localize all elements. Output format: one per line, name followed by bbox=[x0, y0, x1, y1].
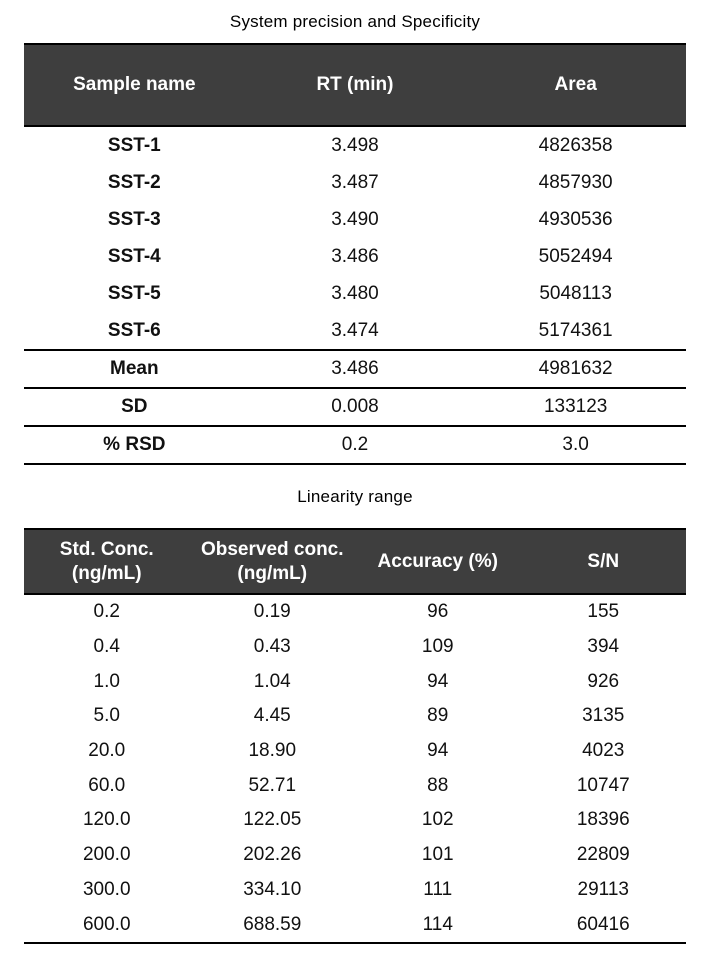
table-row bbox=[24, 275, 686, 312]
table-row bbox=[24, 238, 686, 275]
table-cell: 52.71 bbox=[248, 774, 297, 796]
table-row bbox=[24, 127, 686, 164]
table-cell: 4981632 bbox=[538, 358, 613, 379]
table-row bbox=[24, 630, 686, 665]
table-cell: 20.0 bbox=[88, 740, 126, 762]
table-row bbox=[24, 734, 686, 769]
table-cell: 120.0 bbox=[82, 809, 131, 831]
table-cell: 18396 bbox=[576, 809, 630, 831]
table-cell: 3.486 bbox=[331, 358, 379, 379]
table-cell: 3.474 bbox=[331, 319, 379, 341]
table-cell: 4826358 bbox=[538, 134, 613, 156]
table-cell: 4023 bbox=[582, 740, 625, 762]
table-cell: 101 bbox=[421, 844, 454, 866]
table-cell: 600.0 bbox=[82, 913, 131, 935]
table-row bbox=[24, 164, 686, 201]
table-cell: 3.498 bbox=[331, 134, 379, 156]
table-cell: 29113 bbox=[577, 878, 629, 900]
table-cell: 1.04 bbox=[253, 670, 291, 692]
linearity-table-title: Linearity range bbox=[297, 486, 413, 506]
table-cell: 155 bbox=[587, 601, 620, 623]
table-cell: 133123 bbox=[543, 396, 608, 417]
header-cell bbox=[521, 550, 687, 573]
table-cell: 88 bbox=[427, 774, 449, 796]
table-cell: 300.0 bbox=[82, 878, 131, 900]
table-cell: 89 bbox=[427, 705, 449, 727]
header-cell bbox=[355, 550, 521, 573]
table-cell: Mean bbox=[110, 358, 159, 379]
table-cell: SST-4 bbox=[107, 245, 161, 267]
table-cell: 5.0 bbox=[93, 705, 120, 727]
table-cell: SST-2 bbox=[107, 171, 161, 193]
header-cell-line: Area bbox=[554, 74, 597, 95]
table-cell: SST-6 bbox=[107, 319, 161, 341]
table-cell: 22809 bbox=[576, 844, 630, 866]
table-cell: 200.0 bbox=[82, 844, 131, 866]
table-cell: 0.2 bbox=[93, 601, 120, 623]
table-cell: 4.45 bbox=[253, 705, 291, 727]
header-cell bbox=[190, 538, 356, 584]
table-cell: 5174361 bbox=[538, 319, 613, 341]
linearity-table-body bbox=[24, 595, 686, 942]
table-cell: 4930536 bbox=[538, 208, 613, 230]
table-cell: 0.4 bbox=[93, 636, 120, 658]
table-cell: 5048113 bbox=[539, 282, 612, 304]
table-cell: 0.2 bbox=[341, 434, 369, 455]
table-cell: 10747 bbox=[576, 774, 630, 796]
table-cell: 3.490 bbox=[331, 208, 379, 230]
table-cell: SST-5 bbox=[107, 282, 161, 304]
linearity-table-header bbox=[24, 530, 686, 595]
header-cell-line: RT (min) bbox=[316, 74, 394, 95]
page-content bbox=[24, 0, 686, 944]
table-cell: 111 bbox=[423, 878, 453, 900]
table-row bbox=[24, 768, 686, 803]
table-cell: 96 bbox=[427, 601, 449, 623]
header-cell bbox=[465, 74, 686, 96]
table-cell: 926 bbox=[587, 670, 620, 692]
table-cell: 5052494 bbox=[538, 245, 613, 267]
table-cell: 688.59 bbox=[243, 913, 302, 935]
table-cell: 94 bbox=[427, 740, 449, 762]
table-cell: 202.26 bbox=[243, 844, 302, 866]
linearity-table bbox=[24, 528, 686, 944]
table-cell: SD bbox=[121, 396, 148, 417]
table-row bbox=[24, 873, 686, 908]
precision-table-summary bbox=[24, 349, 686, 463]
header-cell bbox=[245, 74, 466, 96]
table-cell: 1.0 bbox=[93, 670, 120, 692]
header-cell-line: (ng/mL) bbox=[71, 562, 142, 584]
precision-table-title: System precision and Specificity bbox=[229, 11, 481, 31]
table-cell: 60416 bbox=[576, 913, 630, 935]
table-cell: % RSD bbox=[103, 434, 166, 455]
table-row bbox=[24, 349, 686, 387]
header-cell-line: Observed conc. bbox=[200, 539, 344, 561]
table-cell: 94 bbox=[427, 670, 449, 692]
table-row bbox=[24, 664, 686, 699]
precision-table-header bbox=[24, 45, 686, 127]
table-cell: 0.008 bbox=[331, 396, 379, 417]
table-cell: 0.43 bbox=[253, 636, 291, 658]
table-row bbox=[24, 201, 686, 238]
precision-table-body bbox=[24, 127, 686, 349]
table-cell: 3.487 bbox=[331, 171, 379, 193]
table-cell: 18.90 bbox=[248, 740, 297, 762]
table-cell: 114 bbox=[422, 913, 453, 935]
table-row bbox=[24, 425, 686, 463]
table-cell: SST-3 bbox=[107, 208, 161, 230]
table-cell: 3135 bbox=[582, 705, 625, 727]
table-cell: 3.480 bbox=[331, 282, 379, 304]
header-cell bbox=[24, 74, 245, 96]
table-row bbox=[24, 803, 686, 838]
table-cell: 4857930 bbox=[538, 171, 613, 193]
table-cell: 109 bbox=[421, 636, 454, 658]
header-cell-line: Std. Conc. bbox=[59, 539, 154, 561]
table-cell: 0.19 bbox=[253, 601, 291, 623]
table-cell: 394 bbox=[587, 636, 620, 658]
header-cell bbox=[24, 538, 190, 584]
table-cell: 334.10 bbox=[243, 878, 302, 900]
table-row bbox=[24, 838, 686, 873]
table-row bbox=[24, 312, 686, 349]
table-cell: 60.0 bbox=[88, 774, 126, 796]
table-row bbox=[24, 907, 686, 942]
table-cell: 122.05 bbox=[243, 809, 302, 831]
precision-table bbox=[24, 43, 686, 465]
table-cell: SST-1 bbox=[107, 134, 161, 156]
header-cell-line: (ng/mL) bbox=[237, 562, 308, 584]
header-cell-line: Sample name bbox=[73, 74, 196, 95]
table-row bbox=[24, 595, 686, 630]
table-row bbox=[24, 387, 686, 425]
header-cell-line: Accuracy (%) bbox=[377, 550, 498, 572]
table-cell: 3.486 bbox=[331, 245, 379, 267]
table-cell: 102 bbox=[421, 809, 454, 831]
table-row bbox=[24, 699, 686, 734]
table-cell: 3.0 bbox=[562, 434, 589, 455]
header-cell-line: S/N bbox=[587, 550, 620, 572]
